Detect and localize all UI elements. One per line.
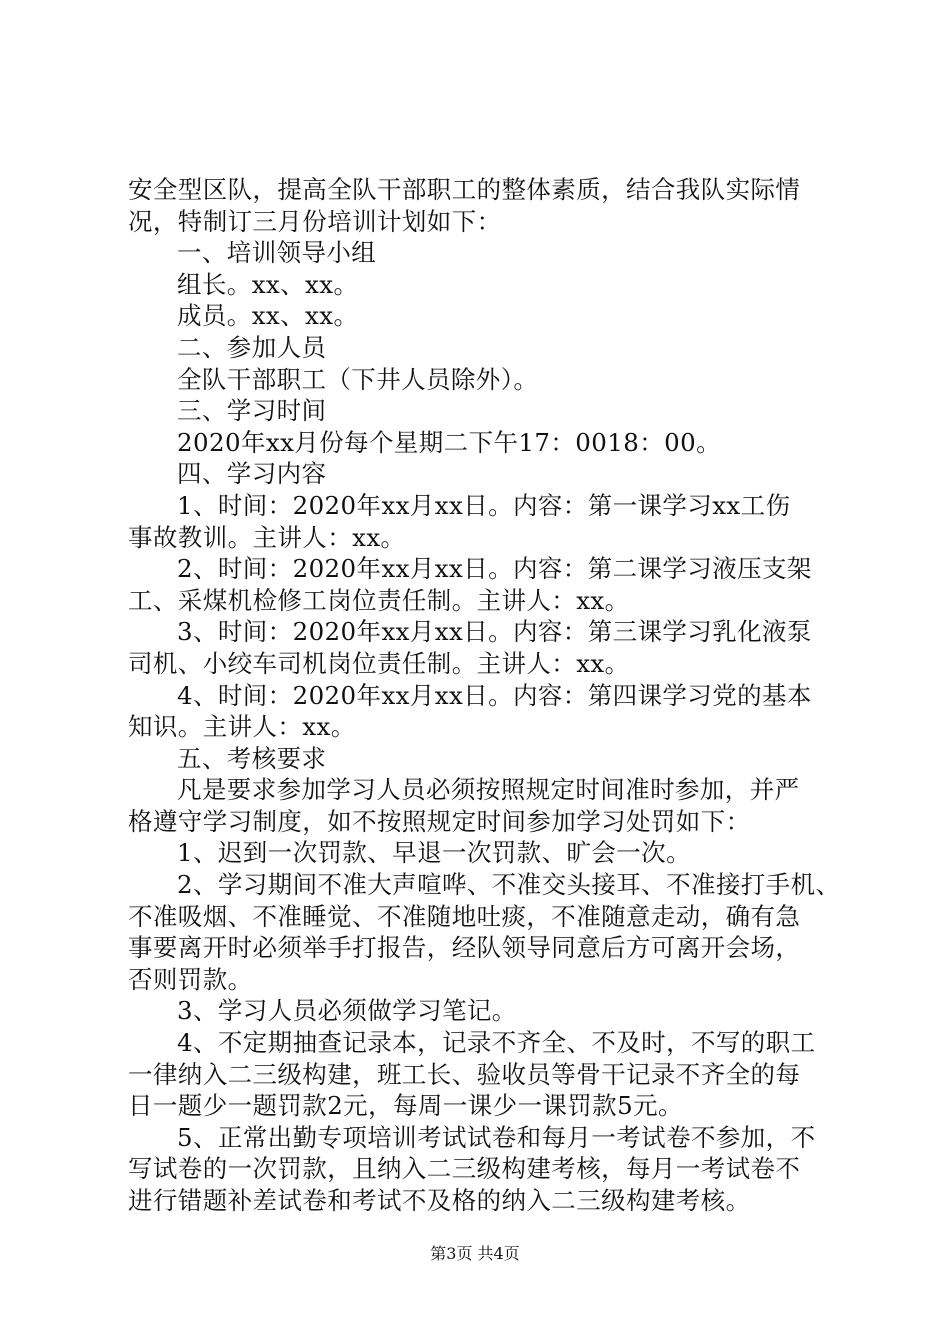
text-line: 否则罚款。	[128, 964, 253, 994]
text-line: 知识。主讲人：xx。	[128, 712, 356, 742]
text-line: 4、时间：2020年xx月xx日。内容：第四课学习党的基本	[177, 680, 812, 710]
text-line: 3、学习人员必须做学习笔记。	[177, 996, 517, 1026]
text-line: 1、迟到一次罚款、早退一次罚款、旷会一次。	[177, 838, 691, 868]
text-line: 五、考核要求	[177, 743, 327, 773]
text-line: 一律纳入二三级构建，班工长、验收员等骨干记录不齐全的每	[128, 1059, 801, 1089]
page-footer: 第3页 共4页	[430, 1244, 520, 1263]
text-line: 安全型区队，提高全队干部职工的整体素质，结合我队实际情	[128, 175, 801, 204]
text-line: 二、参加人员	[177, 332, 327, 362]
text-line: 格遵守学习制度，如不按照规定时间参加学习处罚如下：	[128, 806, 751, 836]
text-line: 2、学习期间不准大声喧哗、不准交头接耳、不准接打手机、	[177, 870, 841, 900]
text-line: 4、不定期抽查记录本，记录不齐全、不及时，不写的职工	[177, 1028, 816, 1058]
text-line: 全队干部职工（下井人员除外）。	[177, 364, 539, 394]
text-line: 组长。xx、xx。	[177, 269, 359, 299]
text-line: 况，特制订三月份培训计划如下：	[128, 206, 502, 236]
text-line: 日一题少一题罚款2元，每周一课少一课罚款5元。	[128, 1091, 683, 1121]
text-line: 不准吸烟、不准睡觉、不准随地吐痰，不准随意走动，确有急	[128, 901, 801, 931]
text-line: 四、学习内容	[177, 459, 327, 489]
text-line: 进行错题补差试卷和考试不及格的纳入二三级构建考核。	[128, 1186, 751, 1215]
text-line: 写试卷的一次罚款，且纳入二三级构建考核，每月一考试卷不	[128, 1154, 801, 1184]
text-line: 工、采煤机检修工岗位责任制。主讲人：xx。	[128, 585, 630, 615]
document-body	[128, 174, 841, 1217]
text-line: 三、学习时间	[177, 396, 327, 426]
text-line: 5、正常出勤专项培训考试试卷和每月一考试卷不参加，不	[177, 1122, 816, 1152]
text-line: 2020年xx月份每个星期二下午17：0018：00。	[177, 427, 721, 457]
text-line: 成员。xx、xx。	[177, 301, 359, 331]
text-line: 凡是要求参加学习人员必须按照规定时间准时参加，并严	[177, 775, 800, 805]
text-line: 2、时间：2020年xx月xx日。内容：第二课学习液压支架	[177, 554, 812, 584]
text-line: 事要离开时必须举手打报告，经队领导同意后方可离开会场，	[128, 933, 801, 963]
text-line: 3、时间：2020年xx月xx日。内容：第三课学习乳化液泵	[177, 617, 812, 647]
text-line: 事故教训。主讲人：xx。	[128, 522, 406, 552]
text-line: 司机、小绞车司机岗位责任制。主讲人：xx。	[128, 648, 630, 678]
text-line: 一、培训领导小组	[177, 238, 377, 268]
text-line: 1、时间：2020年xx月xx日。内容：第一课学习xx工伤	[177, 490, 791, 520]
